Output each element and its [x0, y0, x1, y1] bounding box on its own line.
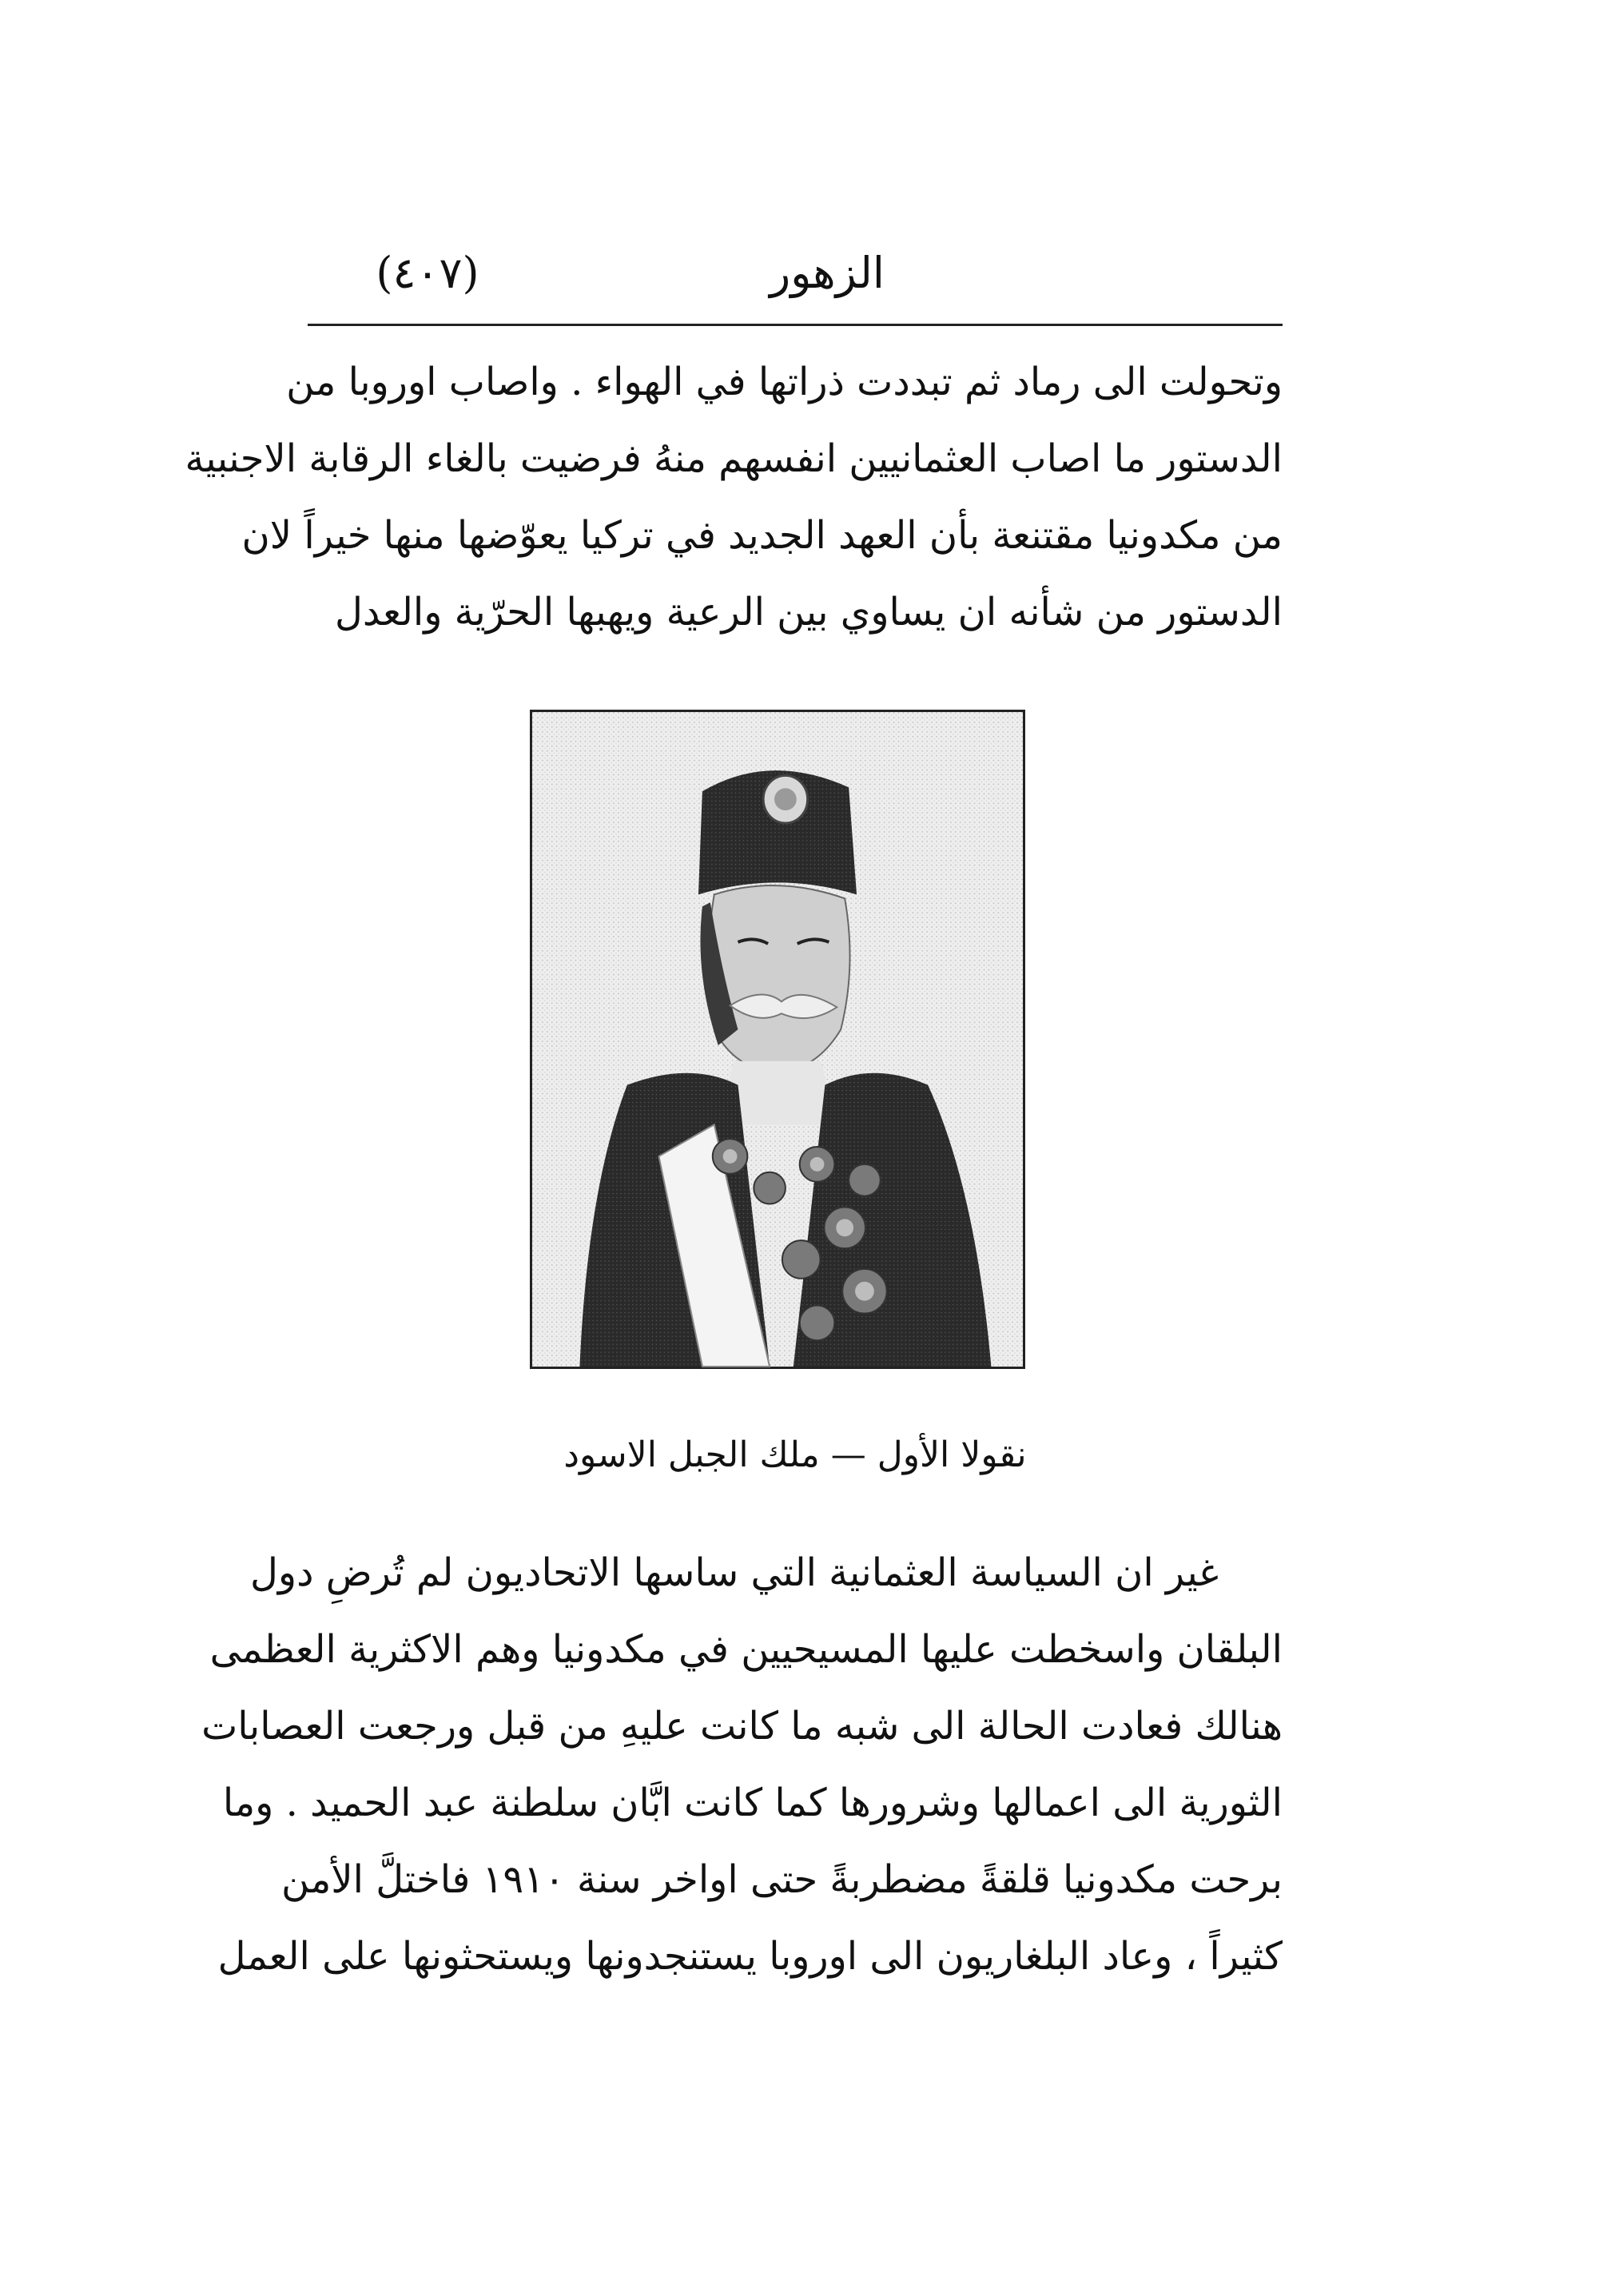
text-line: الثورية الى اعمالها وشرورها كما كانت ابَّان سلطنة عبد الحميد . وما [222, 1781, 1283, 1825]
page-number: (٤٠٧) [376, 248, 479, 298]
text-line: برحت مكدونيا قلقةً مضطربةً حتى اواخر سنة ١٩١٠ فاختلَّ الأمن [281, 1857, 1283, 1902]
text-line: وتحولت الى رماد ثم تبددت ذراتها في الهواء . واصاب اوروبا من [286, 360, 1283, 404]
text-line: هنالك فعادت الحالة الى شبه ما كانت عليهِ من قبل ورجعت العصابات [201, 1704, 1283, 1749]
header-rule [308, 324, 1283, 326]
paragraph-top [185, 344, 1283, 651]
text-line: كثيراً ، وعاد البلغاريون الى اوروبا يستنجدونها ويستحثونها على العمل [217, 1934, 1283, 1979]
portrait-image [530, 710, 1025, 1369]
text-line: من مكدونيا مقتنعة بأن العهد الجديد في تركيا يعوّضها منها خيراً لان [241, 513, 1283, 558]
text-line: البلقان واسخطت عليها المسيحيين في مكدونيا وهم الاكثرية العظمى [209, 1627, 1283, 1672]
text-line: الدستور من شأنه ان يساوي بين الرعية ويهبها الحرّية والعدل [335, 590, 1283, 635]
text-line: غير ان السياسة العثمانية التي ساسها الاتحاديون لم تُرضِ دول [250, 1550, 1219, 1595]
running-title: الزهور [770, 248, 885, 298]
text-line: الدستور ما اصاب العثمانيين انفسهم منهُ فرضيت بالغاء الرقابة الاجنبية [185, 436, 1283, 481]
paragraph-bottom [201, 1534, 1283, 1995]
figure-caption: نقولا الأول — ملك الجبل الاسود [563, 1435, 1027, 1475]
page-header [308, 240, 1283, 320]
portrait-illustration [532, 712, 1023, 1367]
